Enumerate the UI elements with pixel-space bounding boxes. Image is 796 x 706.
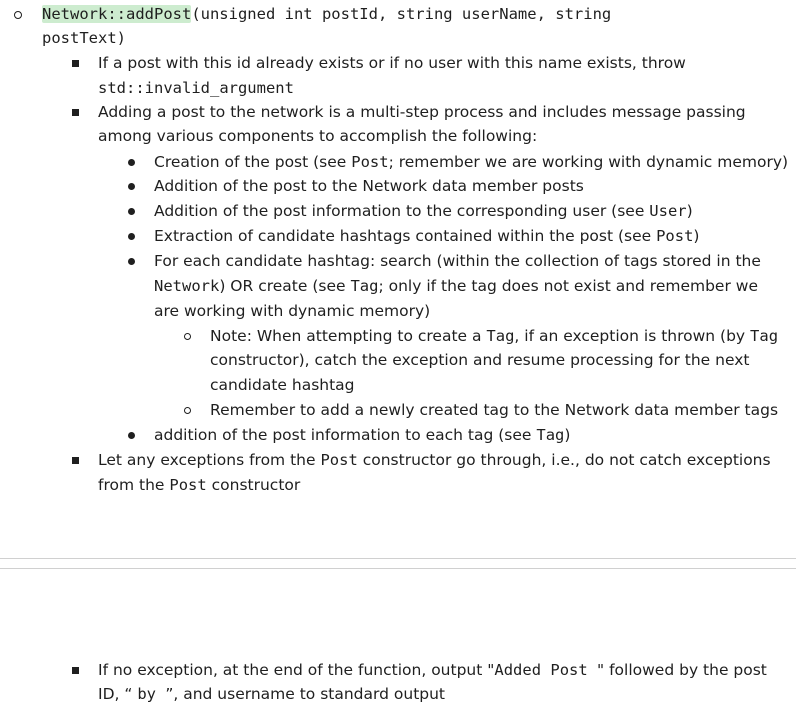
square-bullet-icon: [72, 667, 79, 674]
creation-item: Creation of the post (see Post; remember we are working with dynamic memory): [154, 153, 789, 171]
invalid-argument-code: std::invalid_argument: [98, 79, 294, 97]
foreach-line-3: are working with dynamic memory): [154, 302, 431, 320]
disc-bullet-icon: [128, 208, 135, 215]
disc-bullet-icon: [128, 233, 135, 240]
hollow-bullet-icon: [14, 11, 22, 19]
output-line-1: If no exception, at the end of the function, output "Added Post " followed by the post: [98, 661, 767, 679]
invalid-line-1: If a post with this id already exists or if no user with this name exists, throw: [98, 54, 686, 72]
page-break-bottom-rule: [0, 568, 796, 569]
disc-bullet-icon: [128, 258, 135, 265]
remember-item: Remember to add a newly created tag to the Network data member tags: [210, 401, 779, 419]
addition-tag-item: addition of the post information to each tag (see Tag): [154, 426, 571, 444]
exceptions-line-2: from the Post constructor: [98, 476, 301, 494]
method-name: Network::addPost: [42, 5, 192, 23]
square-bullet-icon: [72, 109, 79, 116]
extraction-item: Extraction of candidate hashtags contained within the post (see Post): [154, 227, 700, 245]
exceptions-line-1: Let any exceptions from the Post constructor go through, i.e., do not catch exceptions: [98, 451, 771, 469]
addition-posts-item: Addition of the post to the Network data member posts: [154, 177, 584, 195]
note-line-2: constructor), catch the exception and resume processing for the next: [210, 351, 750, 369]
note-line-1: Note: When attempting to create a Tag, if an exception is thrown (by Tag: [210, 327, 779, 345]
disc-bullet-icon: [128, 432, 135, 439]
signature-line-2: postText): [42, 29, 126, 47]
addition-user-item: Addition of the post information to the corresponding user (see User): [154, 202, 693, 220]
foreach-line-1: For each candidate hashtag: search (within the collection of tags stored in the: [154, 252, 761, 270]
note-line-3: candidate hashtag: [210, 376, 355, 394]
multistep-line-1: Adding a post to the network is a multi-step process and includes message passing: [98, 103, 746, 121]
signature-line-1: [42, 2, 611, 26]
output-line-2: ID, “ by ”, and username to standard output: [98, 685, 446, 703]
hollow-bullet-icon: [184, 407, 191, 414]
page-break-top-rule: [0, 558, 796, 559]
disc-bullet-icon: [128, 159, 135, 166]
square-bullet-icon: [72, 457, 79, 464]
disc-bullet-icon: [128, 183, 135, 190]
square-bullet-icon: [72, 60, 79, 67]
foreach-line-2: Network) OR create (see Tag; only if the tag does not exist and remember we: [154, 277, 758, 295]
hollow-bullet-icon: [184, 333, 191, 340]
method-params: (unsigned int postId, string userName, string: [191, 5, 612, 23]
multistep-line-2: among various components to accomplish the following:: [98, 127, 538, 145]
